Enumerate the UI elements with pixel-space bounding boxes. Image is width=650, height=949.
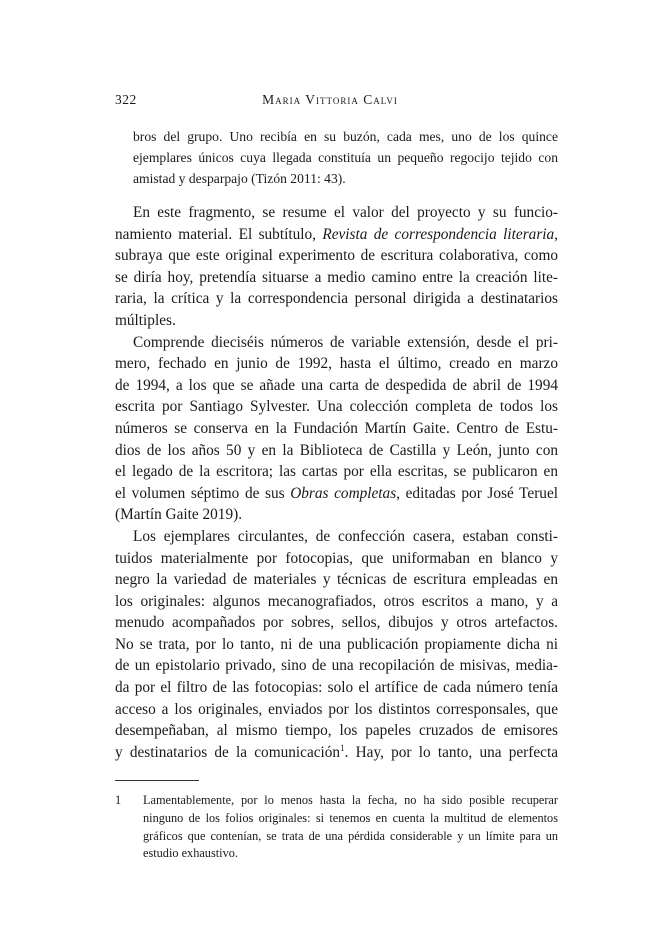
text-line: de 1994, a los que se añade una carta de despedida de abril de 1994 <box>115 376 558 394</box>
text-line <box>115 483 558 505</box>
paragraph-3 <box>115 526 558 764</box>
text-line: Los ejemplares circulantes, de confección casera, estaban consti- <box>133 527 558 545</box>
text-span: el volumen séptimo de sus <box>115 484 291 502</box>
running-title: Maria Vittoria Calvi <box>262 92 398 107</box>
footnote-line: ninguno de los folios originales: si tenemos en cuenta la multitud de elementos <box>143 810 558 825</box>
text-line: los originales: algunos mecanografiados, otros escritos a mano, y a <box>115 592 558 610</box>
text-line: tuidos materialmente por fotocopias, que uniformaban en blanco y <box>115 549 558 567</box>
text-line: da por el filtro de las fotocopias: solo el artífice de cada número tenía <box>115 679 558 697</box>
text-line: escrita por Santiago Sylvester. Una colección completa de todos los <box>115 398 558 416</box>
text-span: , editadas por José Teruel <box>396 484 558 502</box>
footnote-line: estudio exhaustivo. <box>143 846 238 861</box>
text-line: dios de los años 50 y en la Biblioteca de Castilla y León, junto con <box>115 441 558 459</box>
text-line: números se conserva en la Fundación Martín Gaite. Centro de Estu- <box>115 419 558 437</box>
text-line: mero, fechado en junio de 1992, hasta el último, creado en marzo <box>115 355 558 373</box>
body-text <box>115 202 558 763</box>
quote-line: amistad y desparpajo (Tizón 2011: 43). <box>133 171 346 186</box>
italic-title: Obras completas <box>290 484 397 502</box>
block-quote <box>133 126 558 189</box>
text-line <box>115 742 558 764</box>
text-line: menudo acompañados por sobres, sellos, dibujos y otros artefactos. <box>115 614 558 632</box>
quote-line: bros del grupo. Uno recibía en su buzón, cada mes, uno de los quince <box>133 129 558 144</box>
text-span: y destinatarios de la comunicación <box>115 743 341 761</box>
text-line: acceso a los originales, enviados por los distintos corresponsales, que <box>115 700 558 718</box>
footnote-line: gráficos que contenían, se trata de una pérdida considerable y un límite para un <box>143 828 558 843</box>
text-line: No se trata, por lo tanto, ni de una publicación propiamente dicha ni <box>115 635 558 653</box>
paragraph-1 <box>115 202 558 332</box>
text-line: (Martín Gaite 2019). <box>115 506 243 524</box>
text-line: subraya que este original experimento de escritura colaborativa, como <box>115 247 558 265</box>
footnote-separator <box>115 780 199 781</box>
text-line: se diría hoy, pretendía situarse a medio camino entre la creación lite- <box>115 268 558 286</box>
text-line: de un epistolario privado, sino de una recopilación de misivas, media- <box>115 657 558 675</box>
text-line: negro la variedad de materiales y técnicas de escritura empleadas en <box>115 571 558 589</box>
text-line: múltiples. <box>115 311 176 329</box>
footnote-line: Lamentablemente, por lo menos hasta la fecha, no ha sido posible recuperar <box>143 793 558 807</box>
text-line: Comprende dieciséis números de variable extensión, desde el pri- <box>133 333 558 351</box>
text-span: , <box>554 225 558 243</box>
text-line: En este fragmento, se resume el valor del proyecto y su funcio- <box>133 204 558 221</box>
footnote-reference[interactable]: 1 <box>340 742 345 753</box>
text-line: raria, la crítica y la correspondencia personal dirigida a destinatarios <box>115 290 558 308</box>
text-line: desempeñaban, al mismo tiempo, los papeles cruzados de emisores <box>115 722 558 740</box>
running-header <box>115 92 545 112</box>
text-span: namiento material. El subtítulo, <box>115 225 323 243</box>
italic-title: Revista de correspondencia literaria <box>322 225 555 243</box>
text-span: . Hay, por lo tanto, una perfecta <box>344 743 558 761</box>
quote-line: ejemplares únicos cuya llegada constituía un pequeño regocijo tejido con <box>133 150 558 165</box>
text-line <box>115 224 558 246</box>
text-line: el legado de la escritora; las cartas por ella escritas, se publicaron en <box>115 463 558 481</box>
footnote-number: 1 <box>115 793 122 807</box>
paragraph-2 <box>115 332 558 526</box>
footnote-text <box>143 792 558 863</box>
page-number: 322 <box>115 92 137 107</box>
